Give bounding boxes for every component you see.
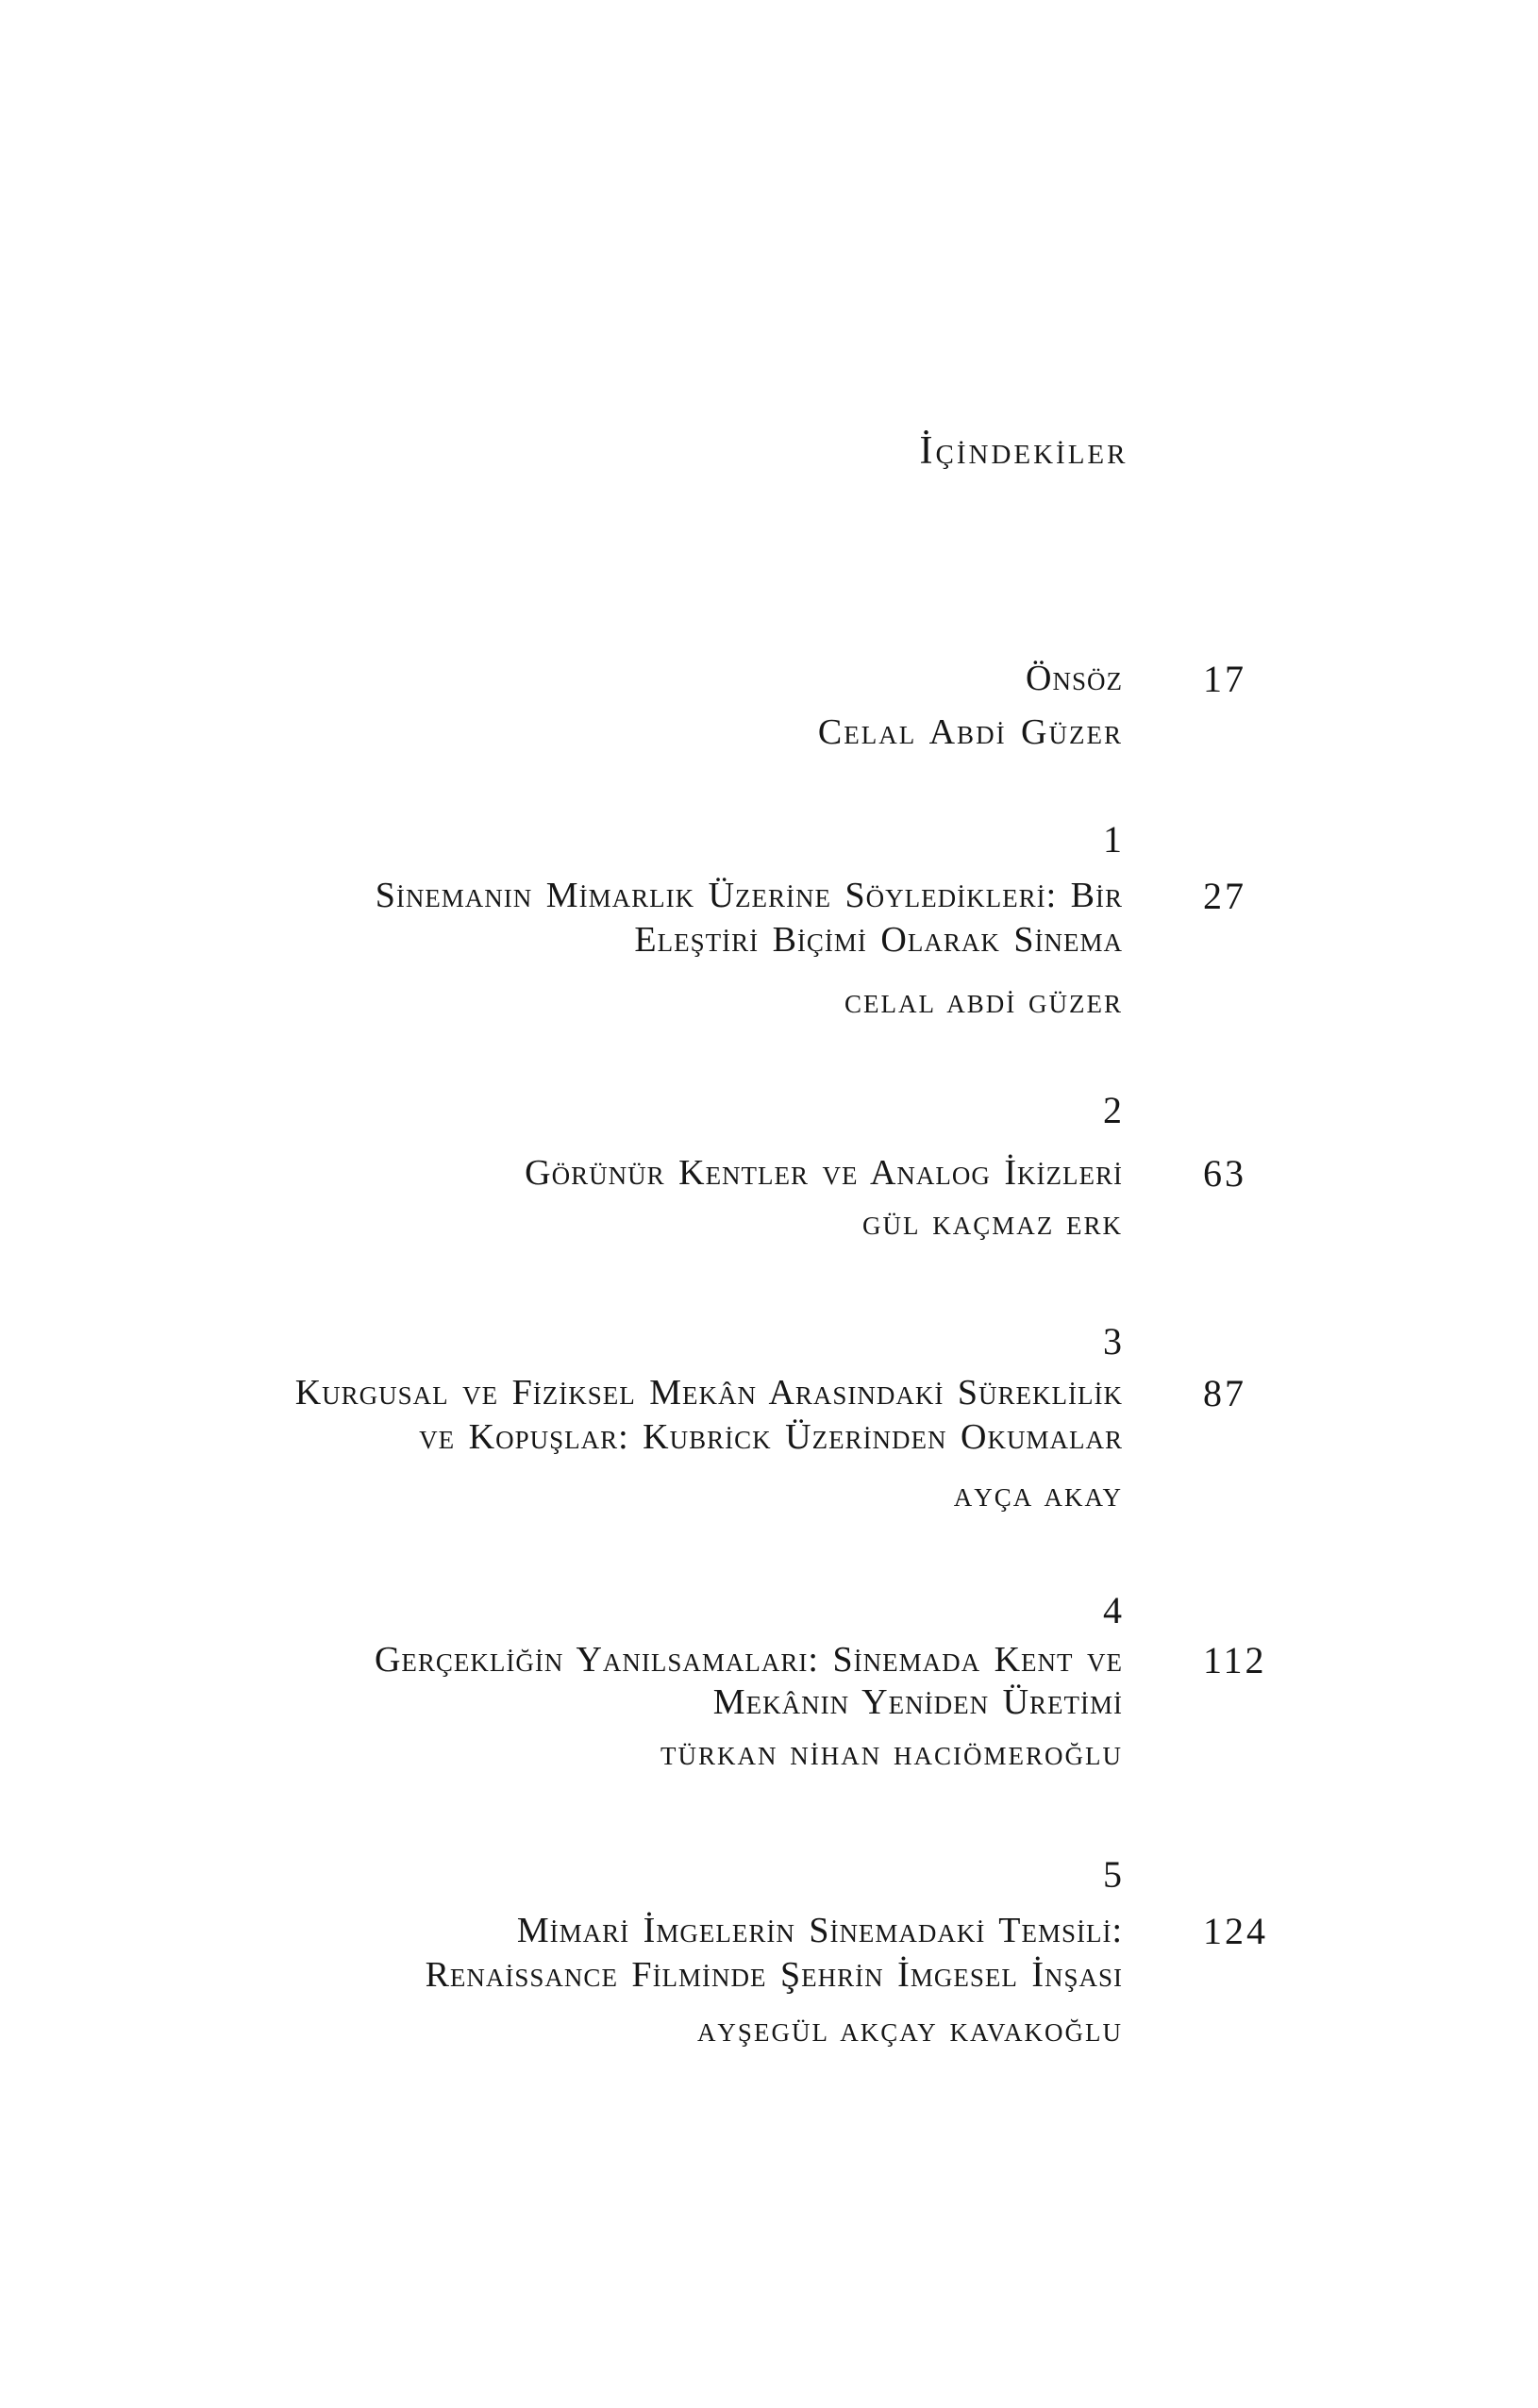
chapter-2-page-number: 63 — [1203, 1152, 1246, 1195]
chapter-1-title-line-1: Sinemanın Mimarlık Üzerine Söyledikleri: Bir — [375, 876, 1123, 915]
chapter-2-author: Gül Kaçmaz Erk — [862, 1203, 1123, 1243]
chapter-1-number: 1 — [1103, 818, 1123, 861]
chapter-4-author: Türkan Nihan Hacıömeroğlu — [660, 1733, 1123, 1773]
chapter-5-title-line-1: Mimari İmgelerin Sinemadaki Temsili: — [516, 1911, 1123, 1950]
chapter-2-title-line-1: Görünür Kentler ve Analog İkizleri — [525, 1153, 1123, 1193]
chapter-1-author: Celal Abdi Güzer — [844, 981, 1123, 1021]
preface-title: Önsöz — [1026, 659, 1123, 698]
chapter-2-number: 2 — [1103, 1089, 1123, 1131]
preface-page-number: 17 — [1203, 658, 1246, 700]
chapter-3-page-number: 87 — [1203, 1372, 1246, 1414]
chapter-1-page-number: 27 — [1203, 875, 1246, 917]
chapter-3-title-line-1: Kurgusal ve Fiziksel Mekân Arasındaki Süreklilik — [294, 1373, 1123, 1413]
chapter-4-number: 4 — [1103, 1589, 1123, 1631]
chapter-5-number: 5 — [1103, 1853, 1123, 1896]
chapter-4-page-number: 112 — [1203, 1639, 1267, 1681]
chapter-4-title-line-1: Gerçekliğin Yanılsamaları: Sinemada Kent ve — [374, 1640, 1123, 1680]
chapter-5-title-line-2: Renaissance Filminde Şehrin İmgesel İnşası — [425, 1955, 1123, 1995]
page-title: İçindekiler — [919, 429, 1128, 473]
chapter-3-number: 3 — [1103, 1320, 1123, 1363]
chapter-5-author: Ayşegül Akçay Kavakoğlu — [696, 2010, 1123, 2049]
chapter-5-page-number: 124 — [1203, 1910, 1268, 1952]
preface-author: Celal Abdi Güzer — [817, 712, 1123, 752]
chapter-3-author: Ayça Akay — [953, 1475, 1123, 1514]
chapter-1-title-line-2: Eleştiri Biçimi Olarak Sinema — [634, 920, 1123, 960]
chapter-3-title-line-2: ve Kopuşlar: Kubrick Üzerinden Okumalar — [419, 1417, 1123, 1457]
chapter-4-title-line-2: Mekânın Yeniden Üretimi — [712, 1682, 1123, 1722]
